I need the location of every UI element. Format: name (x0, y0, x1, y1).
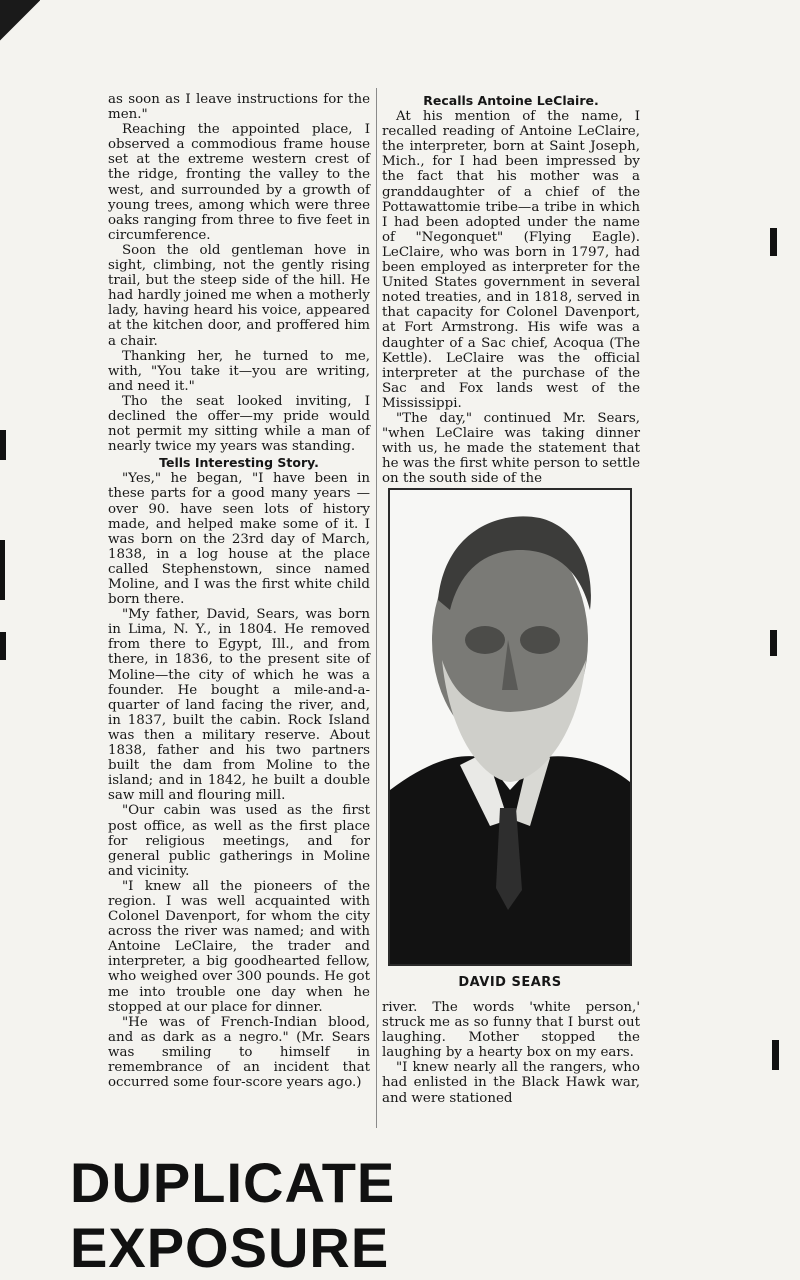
paragraph: "I knew nearly all the rangers, who had enlisted in the Black Hawk war, and were stationed (382, 1060, 640, 1106)
duplicate-exposure-stamp: DUPLICATE EXPOSURE (70, 1151, 396, 1279)
paragraph: Soon the old gentleman hove in sight, climbing, not the gently rising trail, but the steep side of the hill. He had hardly joined me when a motherly lady, having heard his voice, appeared at the kitchen door, and proffered him a chair. (108, 242, 370, 349)
portrait-photo (388, 488, 632, 966)
paragraph: "I knew all the pioneers of the region. I was well acquainted with Colonel Davenport, for whom the city across the river was named; and with Antoine LeClaire, the trader and interpreter, a big goodhearted fellow, who weighed over 300 pounds. He got me into trouble one day when he stopped at our place for dinner. (108, 878, 370, 1015)
paragraph: "Our cabin was used as the first post office, as well as the first place for religious meetings, and for general public gatherings in Moline and vicinity. (108, 803, 370, 879)
subheading: Recalls Antoine LeClaire. (423, 93, 599, 108)
paragraph: At his mention of the name, I recalled reading of Antoine LeClaire, the interpreter, born at Saint Joseph, Mich., for I had been impressed by the fact that his mother was a granddaughter of a chief of the Pottawattomie tribe—a tribe in which I had been adopted under the name of "Negonquet" (Flying Eagle). LeClaire, who was born in 1797, had been employed as interpreter for the United States government in several noted treaties, and in 1818, served in that capacity for Colonel Davenport, at Fort Armstrong. His wife was a daughter of a Sac chief, Acoqua (The Kettle). LeClaire was the official interpreter at the purchase of the Sac and Fox lands west of the Mississippi. (382, 109, 640, 411)
column-divider (376, 88, 377, 1128)
paragraph: Reaching the appointed place, I observed a commodious frame house set at the extreme western crest of the ridge, fronting the valley to the west, and surrounded by a growth of young trees, among which were three oaks ranging from three to five feet in circumference. (108, 122, 370, 243)
punch-mark (770, 228, 777, 256)
paragraph: Tho the seat looked inviting, I declined the offer—my pride would not permit my sitting while a man of nearly twice my years was standing. (108, 393, 370, 455)
article-column-left (108, 92, 370, 1090)
paragraph: "He was of French-Indian blood, and as dark as a negro." (Mr. Sears was smiling to himself in remembrance of an incident that occurred some four-score years ago.) (108, 1014, 370, 1091)
paragraph: river. The words 'white person,' struck me as so funny that I burst out laughing. Mother stopped the laughing by a hearty box on my ears. (382, 1000, 640, 1061)
paragraph: "The day," continued Mr. Sears, "when LeClaire was taking dinner with us, he made the statement that he was the first white person to settle on the south side of the (382, 410, 640, 487)
paragraph: Thanking her, he turned to me, with, "You take it—you are writing, and need it." (108, 348, 370, 394)
film-edge-mark (0, 430, 6, 460)
portrait-illustration (390, 490, 630, 964)
paragraph: "My father, David, Sears, was born in Lima, N. Y., in 1804. He removed from there to Egypt, Ill., and from there, in 1836, to the present site of Moline—the city of which he was a founder. He bought a mile-and-a-quarter of land facing the river, and, in 1837, built the cabin. Rock Island was then a military reserve. About 1838, father and his two partners built the dam from Moline to the island; and in 1842, he built a double saw mill and flouring mill. (108, 607, 370, 804)
paragraph: "Yes," he began, "I have been in these parts for a good many years —over 90. have seen lots of history made, and helped make some of it. I was born on the 23rd day of March, 1838, in a log house at the place called Stephenstown, since named Moline, and I was the first white child born there. (108, 471, 370, 608)
punch-mark (772, 1040, 779, 1070)
article-column-right (382, 92, 640, 486)
punch-mark (770, 630, 777, 656)
photo-caption: DAVID SEARS (458, 975, 562, 990)
film-edge-shadow (0, 0, 40, 60)
article-column-right-continued (382, 1000, 640, 1106)
film-edge-mark (0, 632, 6, 660)
subheading: Tells Interesting Story. (159, 455, 319, 471)
film-edge-mark (0, 540, 5, 600)
paragraph: as soon as I leave instructions for the men." (108, 92, 370, 123)
